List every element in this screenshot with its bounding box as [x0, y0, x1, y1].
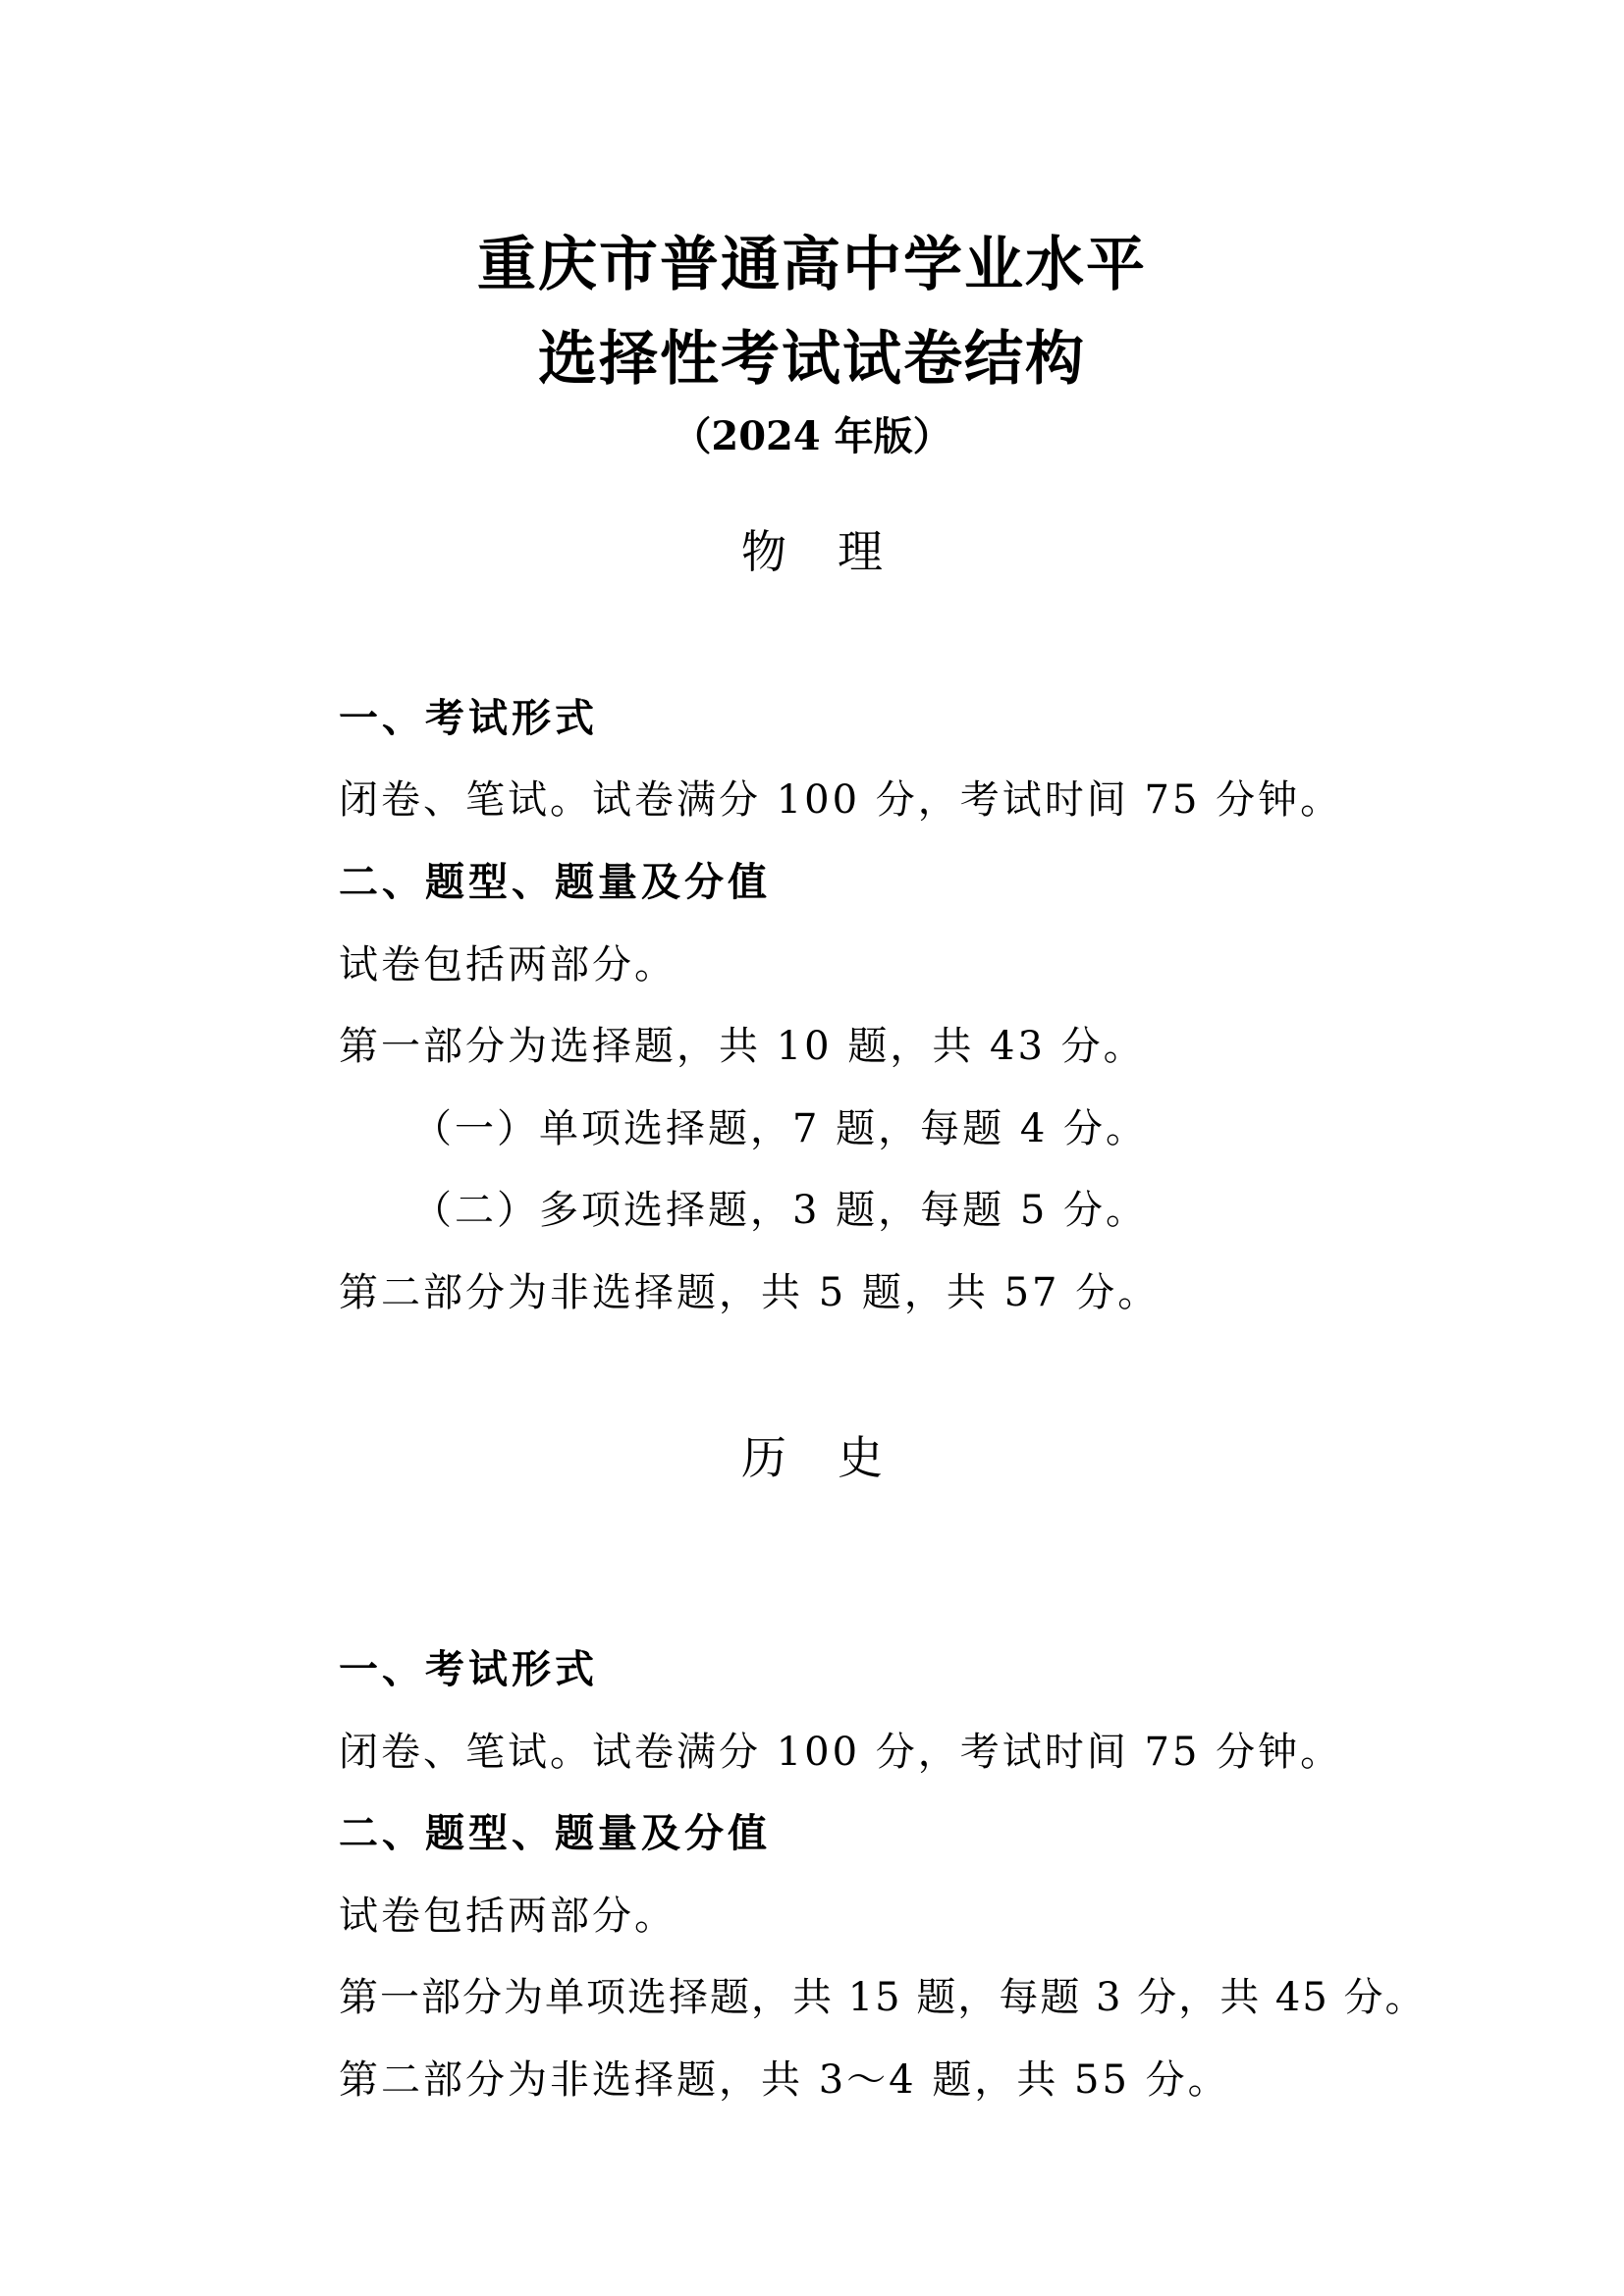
document-title-line-1: 重庆市普通高中学业水平	[477, 231, 1147, 299]
physics-part1: 第一部分为选择题，共 10 题，共 43 分。	[339, 1024, 1146, 1069]
document-title-line-2: 选择性考试试卷结构	[538, 325, 1086, 394]
history-exam-form-text: 闭卷、笔试。试卷满分 100 分，考试时间 75 分钟。	[339, 1730, 1343, 1775]
history-part2: 第二部分为非选择题，共 3～4 题，共 55 分。	[339, 2057, 1230, 2103]
history-intro: 试卷包括两部分。	[339, 1894, 677, 1939]
physics-subject-heading: 物理	[741, 525, 934, 578]
document-edition: （2024 年版）	[672, 413, 952, 459]
history-types-heading: 二、题型、题量及分值	[339, 1811, 771, 1856]
physics-types-heading: 二、题型、题量及分值	[339, 860, 771, 905]
physics-part1-single-choice: （一）单项选择题，7 题，每题 4 分。	[412, 1106, 1149, 1151]
history-part1: 第一部分为单项选择题，共 15 题，每题 3 分，共 45 分。	[339, 1975, 1427, 2020]
physics-part2: 第二部分为非选择题，共 5 题，共 57 分。	[339, 1270, 1161, 1315]
physics-part1-multiple-choice: （二）多项选择题，3 题，每题 5 分。	[412, 1188, 1149, 1233]
history-subject-heading: 历史	[741, 1431, 934, 1484]
physics-intro: 试卷包括两部分。	[339, 942, 677, 988]
physics-exam-form-heading: 一、考试形式	[339, 696, 598, 741]
physics-exam-form-text: 闭卷、笔试。试卷满分 100 分，考试时间 75 分钟。	[339, 777, 1343, 823]
history-exam-form-heading: 一、考试形式	[339, 1647, 598, 1692]
